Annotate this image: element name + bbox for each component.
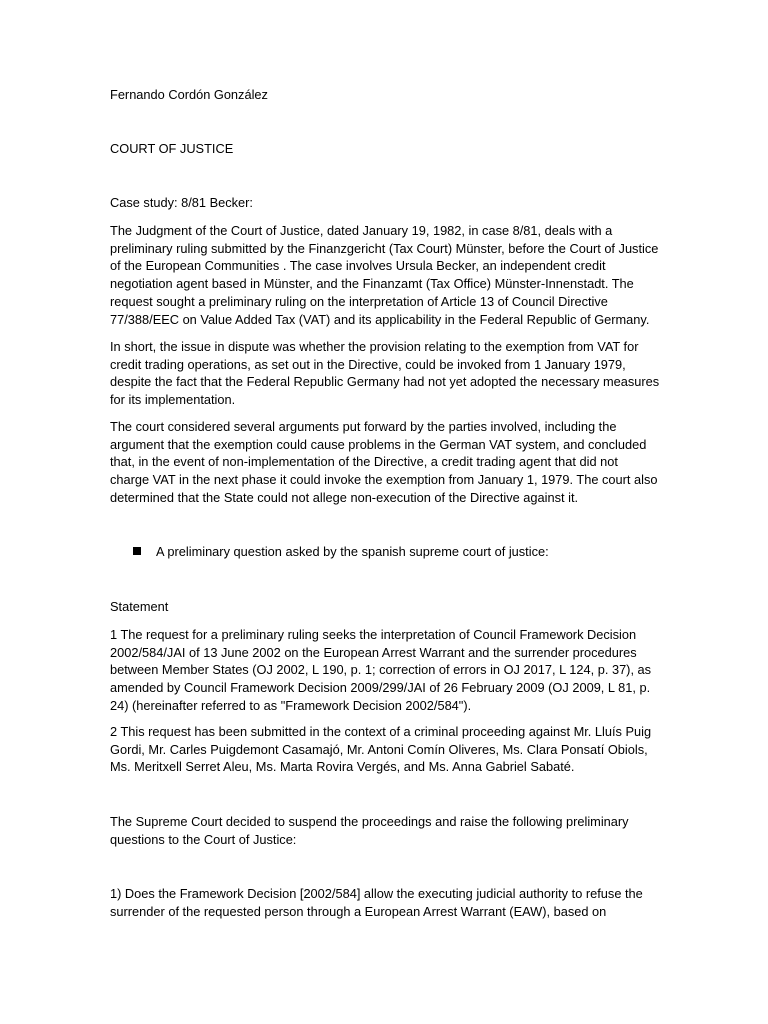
statement-paragraph-2: 2 This request has been submitted in the context of a criminal proceeding against Mr. Lluís Puig Gordi, Mr. Carles Puigdemont Casamajó, Mr. Antoni Comín Oliveres, Ms. Clara Ponsatí Obiols, Ms. Meritxell Serret Aleu, Ms. Marta Rovira Vergés, and Ms. Anna Gabriel Sabaté. [110,724,652,775]
document-heading: COURT OF JUSTICE [110,141,234,156]
becker-paragraph-1: The Judgment of the Court of Justice, dated January 19, 1982, in case 8/81, deals with a preliminary ruling submitted by the Finanzgericht (Tax Court) Münster, before the Court of Justice of the European Communities . The case involves Ursula Becker, an independent credit negotiation agent based in Münster, and the Finanzamt (Tax Office) Münster-Innenstadt. The request sought a preliminary ruling on the interpretation of Article 13 of Council Directive 77/388/EEC on Value Added Tax (VAT) and its applicability in the Federal Republic of Germany. [110,223,659,327]
question-1: 1) Does the Framework Decision [2002/584] allow the executing judicial authority to refuse the surrender of the requested person through a European Arrest Warrant (EAW), based on [110,886,643,919]
square-bullet-icon [133,547,141,555]
supreme-court-intro: The Supreme Court decided to suspend the proceedings and raise the following preliminary questions to the Court of Justice: [110,814,629,847]
becker-paragraph-3: The court considered several arguments put forward by the parties involved, including the argument that the exemption could cause problems in the German VAT system, and concluded that, in the event of non-implementation of the Directive, a credit trading agent that did not charge VAT in the next phase it could invoke the exemption from January 1, 1979. The court also determined that the State could not allege non-execution of the Directive against it. [110,419,658,505]
case-title: Case study: 8/81 Becker: [110,195,253,210]
statement-heading: Statement [110,599,169,614]
statement-paragraph-1: 1 The request for a preliminary ruling seeks the interpretation of Council Framework Decision 2002/584/JAI of 13 June 2002 on the European Arrest Warrant and the surrender procedures between Member States (OJ 2002, L 190, p. 1; correction of errors in OJ 2017, L 124, p. 37), as amended by Council Framework Decision 2009/299/JAI of 26 February 2009 (OJ 2009, L 81, p. 24) (hereinafter referred to as "Framework Decision 2002/584"). [110,627,652,713]
author-name: Fernando Cordón González [110,87,268,102]
becker-paragraph-2: In short, the issue in dispute was whether the provision relating to the exemption from VAT for credit trading operations, as set out in the Directive, could be invoked from 1 January 1979, despite the fact that the Federal Republic Germany had not yet adopted the necessary measures for its implementation. [110,339,660,408]
bullet-item: A preliminary question asked by the spanish supreme court of justice: [156,544,549,559]
